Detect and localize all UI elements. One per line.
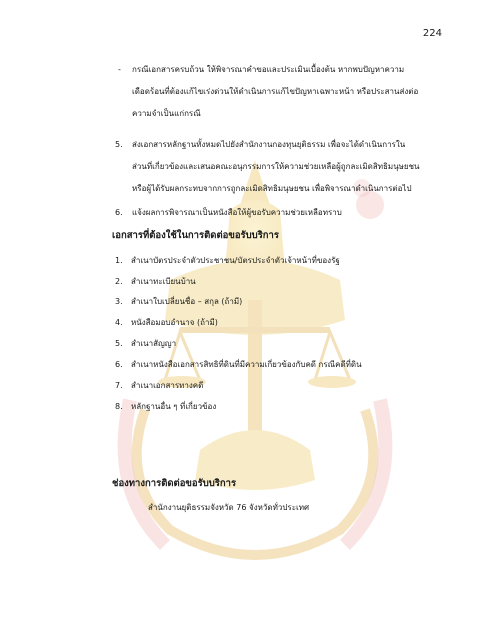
channels-text: สำนักงานยุติธรรมจังหวัด 76 จังหวัดทั่วประเทศ xyxy=(148,503,310,512)
item-number: 3. xyxy=(115,297,123,306)
item-number: 4. xyxy=(115,318,123,327)
item-number: 1. xyxy=(115,256,123,265)
document-text: สำเนาบัตรประจำตัวประชาชน/บัตรประจำตัวเจ้าหน้าที่ของรัฐ xyxy=(131,256,340,265)
item-number: 5. xyxy=(115,140,123,149)
document-text: หลักฐานอื่น ๆ ที่เกี่ยวข้อง xyxy=(131,402,217,411)
procedure-line: ส่งเอกสารหลักฐานทั้งหมดไปยังสำนักงานกองทุนยุติธรรม เพื่อจะได้ดำเนินการใน xyxy=(132,140,406,149)
item-number: 8. xyxy=(115,402,123,411)
item-number: 5. xyxy=(115,339,123,348)
item-number: 6. xyxy=(115,360,123,369)
procedure-line: ส่วนที่เกี่ยวข้องและเสนอคณะอนุกรรมการให้ความช่วยเหลือผู้ถูกละเมิดสิทธิมนุษยชน xyxy=(132,162,420,171)
document-text: สำเนาเอกสารทางคดี xyxy=(131,381,204,390)
item-number: 2. xyxy=(115,277,123,286)
channels-heading: ช่องทางการติดต่อขอรับบริการ xyxy=(112,478,237,489)
bullet-marker: - xyxy=(118,65,121,74)
document-text: สำเนาหนังสือเอกสารสิทธิที่ดินที่มีความเกี่ยวข้องกับคดี กรณีคดีที่ดิน xyxy=(131,360,362,369)
procedure-line: แจ้งผลการพิจารณาเป็นหนังสือให้ผู้ขอรับความช่วยเหลือทราบ xyxy=(132,208,342,217)
document-text: สำเนาสัญญา xyxy=(131,339,177,348)
document-text: หนังสือมอบอำนาจ (ถ้ามี) xyxy=(131,318,218,327)
document-text: สำเนาใบเปลี่ยนชื่อ – สกุล (ถ้ามี) xyxy=(131,297,243,306)
document-text: สำเนาทะเบียนบ้าน xyxy=(131,277,196,286)
procedure-line: ความจำเป็นแก่กรณี xyxy=(132,109,201,118)
documents-heading: เอกสารที่ต้องใช้ในการติดต่อขอรับบริการ xyxy=(112,230,279,241)
procedure-line: เดือดร้อนที่ต้องแก้ไขเร่งด่วนให้ดำเนินการแก้ไขปัญหาเฉพาะหน้า หรือประสานส่งต่อ xyxy=(132,87,419,96)
page-number: 224 xyxy=(422,28,442,39)
procedure-line: หรือผู้ได้รับผลกระทบจากการถูกละเมิดสิทธิมนุษยชน เพื่อพิจารณาดำเนินการต่อไป xyxy=(132,184,412,193)
item-number: 6. xyxy=(115,208,123,217)
item-number: 7. xyxy=(115,381,123,390)
procedure-line: กรณีเอกสารครบถ้วน ให้พิจารณาคำขอและประเมินเบื้องต้น หากพบปัญหาความ xyxy=(132,65,405,74)
